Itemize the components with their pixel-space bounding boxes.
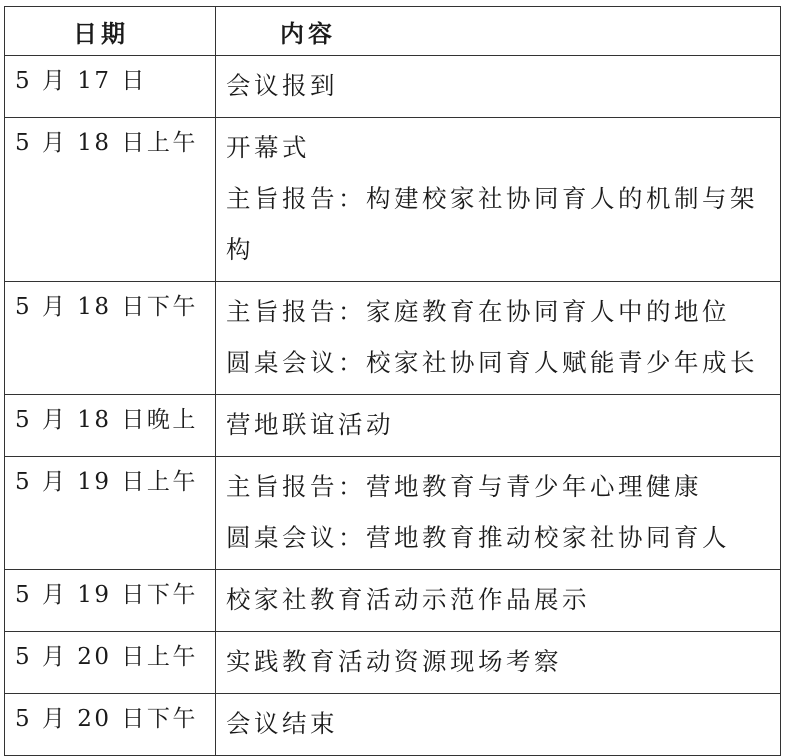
schedule-document — [4, 6, 780, 756]
table-row — [5, 457, 781, 570]
content-line: 实践教育活动资源现场考察 — [226, 647, 562, 676]
header-date: 日期 — [5, 7, 216, 56]
row-content — [216, 56, 781, 118]
table-row — [5, 282, 781, 395]
row-date: 5 月 19 日下午 — [5, 570, 216, 632]
row-date: 5 月 18 日下午 — [5, 282, 216, 395]
table-row — [5, 118, 781, 282]
content-line: 校家社教育活动示范作品展示 — [226, 585, 590, 614]
table-row — [5, 56, 781, 118]
schedule-table — [4, 6, 781, 756]
table-header-row — [5, 7, 781, 56]
row-date: 5 月 18 日晚上 — [5, 395, 216, 457]
row-date: 5 月 19 日上午 — [5, 457, 216, 570]
row-date: 5 月 20 日下午 — [5, 694, 216, 756]
content-line: 主旨报告：家庭教育在协同育人中的地位 — [226, 297, 730, 326]
content-line: 圆桌会议：校家社协同育人赋能青少年成长 — [226, 348, 758, 377]
content-line: 开幕式 — [226, 133, 310, 162]
content-line: 会议结束 — [226, 709, 338, 738]
header-content: 内容 — [216, 7, 781, 56]
content-line: 会议报到 — [226, 71, 338, 100]
row-content — [216, 118, 781, 282]
content-line: 圆桌会议：营地教育推动校家社协同育人 — [226, 523, 730, 552]
content-line: 主旨报告：营地教育与青少年心理健康 — [226, 472, 702, 501]
row-date: 5 月 17 日 — [5, 56, 216, 118]
table-row — [5, 632, 781, 694]
row-date: 5 月 18 日上午 — [5, 118, 216, 282]
row-content — [216, 570, 781, 632]
row-date: 5 月 20 日上午 — [5, 632, 216, 694]
table-row — [5, 694, 781, 756]
content-line: 主旨报告：构建校家社协同育人的机制与架构 — [226, 184, 758, 264]
row-content — [216, 694, 781, 756]
content-line: 营地联谊活动 — [226, 410, 394, 439]
row-content — [216, 395, 781, 457]
row-content — [216, 632, 781, 694]
table-row — [5, 395, 781, 457]
table-row — [5, 570, 781, 632]
row-content — [216, 457, 781, 570]
row-content — [216, 282, 781, 395]
